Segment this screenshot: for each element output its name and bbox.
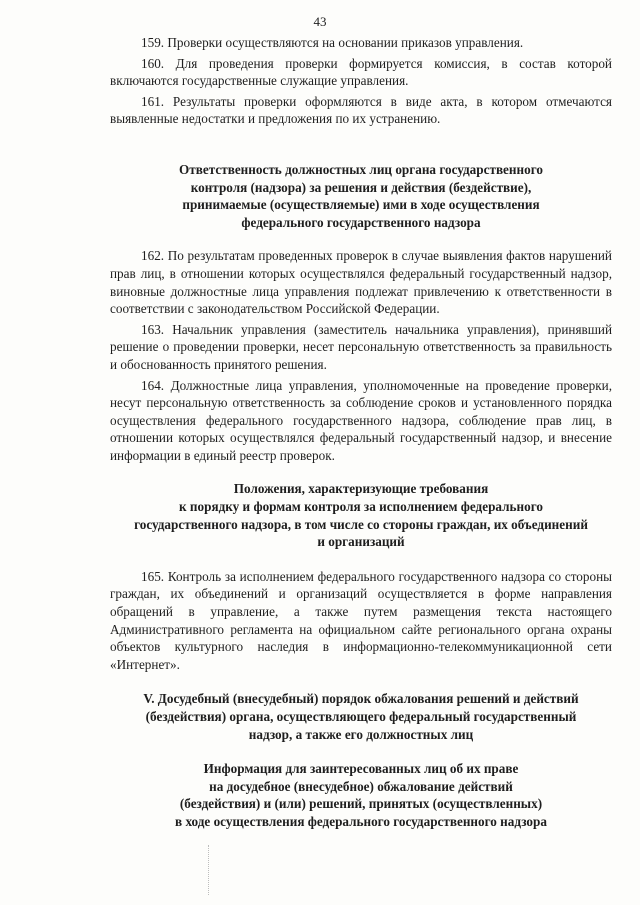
paragraph-163: 163. Начальник управления (заместитель начальника управления), принявший решение о проведении проверки, несет персональную ответственность за правильность и обоснованность принятого решения. [110,321,612,372]
paragraph-159: 159. Проверки осуществляются на основании приказов управления. [141,35,524,50]
document-body [110,34,612,831]
heading-line: и организаций [317,534,405,550]
heading-line: (бездействия) органа, осуществляющего федеральный государственный [145,709,577,724]
heading-line: Информация для заинтересованных лиц об их праве [203,761,519,777]
section-heading-appeal-info [110,760,612,830]
heading-line: V. Досудебный (внесудебный) порядок обжалования решений и действий [143,691,579,707]
scan-artifact-line [208,845,210,895]
heading-line: к порядку и формам контроля за исполнением федерального [179,499,543,515]
heading-line: на досудебное (внесудебное) обжалование действий [209,778,513,794]
heading-line: в ходе осуществления федерального государственного надзора [175,813,547,829]
heading-line: Ответственность должностных лиц органа государственного [179,161,543,177]
section-heading-responsibility [110,161,612,231]
page-number: 43 [313,14,327,29]
paragraph-161: 161. Результаты проверки оформляются в виде акта, в котором отмечаются выявленные недостатки и предложения по их устранению. [110,93,612,127]
heading-line: контроля (надзора) за решения и действия (бездействие), [190,179,532,195]
paragraph-165: 165. Контроль за исполнением федерального государственного надзора со стороны граждан, их объединений и организаций осуществляется в форме направления обращений в управление, а также путем размещения текста настоящего Административного регламента на официальном сайте регионального органа охраны объектов культурного наследия в информационно-телекоммуникационной сети «Интернет». [110,568,612,672]
heading-line: государственного надзора, в том числе со стороны граждан, их объединений [134,516,588,532]
chapter-heading-v [110,690,612,743]
heading-line: принимаемые (осуществляемые) ими в ходе осуществления [182,197,540,213]
heading-line: Положения, характеризующие требования [233,481,489,497]
paragraph-162: 162. По результатам проведенных проверок в случае выявления фактов нарушений прав лиц, в отношении которых осуществлялся федеральный государственный надзор, виновные должностные лица управления подлежат привлечению к ответственности в соответствии с законодательством Российской Федерации. [110,248,612,317]
heading-line: (бездействия) и (или) решений, принятых (осуществленных) [179,796,543,812]
paragraph-160: 160. Для проведения проверки формируется комиссия, в состав которой включаются государственные служащие управления. [110,55,612,89]
paragraph-164: 164. Должностные лица управления, уполномоченные на проведение проверки, несут персональную ответственность за соблюдение сроков и установленного порядка осуществления федерального государственного надзора, соблюдение прав лиц, в отношении которых осуществлялся федеральный государственный надзор, и внесение информации в единый реестр проверок. [110,377,612,463]
heading-line: надзор, а также его должностных лиц [248,726,474,742]
heading-line: федерального государственного надзора [241,214,481,230]
section-heading-control-provisions [110,480,612,550]
